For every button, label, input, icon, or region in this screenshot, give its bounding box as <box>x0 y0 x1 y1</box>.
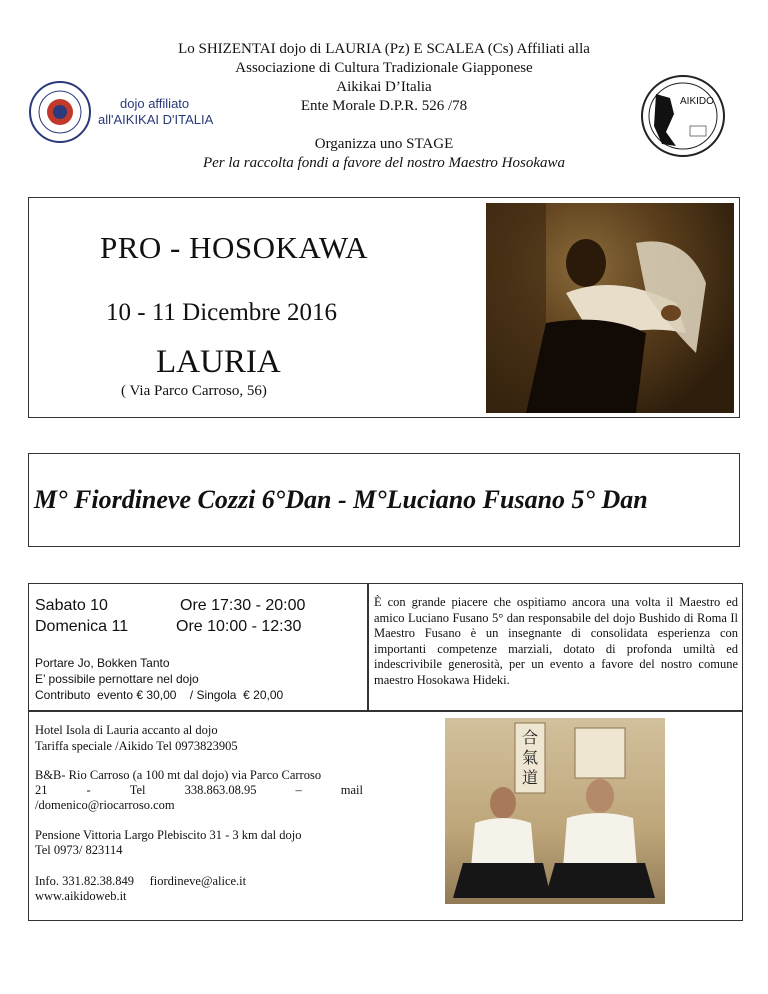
bnb-line-2-part-a: 21 <box>35 783 48 797</box>
header-line-1: Lo SHIZENTAI dojo di LAURIA (Pz) E SCALEA (Cs) Affiliati alla <box>178 41 590 57</box>
calligraphy-scroll-text: 合氣道 <box>521 728 538 787</box>
bnb-line-2-part-b: - <box>86 783 91 797</box>
info-line-1: Info. 331.82.38.849 fiordineve@alice.it <box>35 874 247 888</box>
schedule-day-2: Domenica 11 <box>35 618 129 635</box>
header-line-5: Organizza uno STAGE <box>314 136 454 152</box>
hotel-line-2: Tariffa speciale /Aikido Tel 0973823905 <box>35 739 238 753</box>
schedule-bring: Portare Jo, Bokken Tanto <box>35 656 170 670</box>
header-line-6: Per la raccolta fondi a favore del nostro Maestro Hosokawa <box>202 155 566 171</box>
bnb-line-2-part-d: 338.863.08.95 <box>184 783 257 797</box>
event-address: ( Via Parco Carroso, 56) <box>121 383 267 399</box>
header-line-3: Aikikai D’Italia <box>336 79 432 95</box>
event-title: PRO - HOSOKAWA <box>100 230 369 265</box>
info-website: www.aikidoweb.it <box>35 889 127 903</box>
bnb-line-2-part-c: Tel <box>129 783 146 797</box>
logo-text-line-1: dojo affiliato <box>120 96 190 111</box>
hotel-line-1: Hotel Isola di Lauria accanto al dojo <box>35 723 218 737</box>
bnb-line-2-part-f: mail <box>340 783 363 797</box>
aikido-club-logo <box>640 74 726 158</box>
pension-line-2: Tel 0973/ 823114 <box>35 843 123 857</box>
header-line-4: Ente Morale D.P.R. 526 /78 <box>300 98 468 114</box>
bnb-line-2 <box>35 783 363 798</box>
bnb-email: /domenico@riocarroso.com <box>35 798 175 812</box>
aikido-logo-text: AIKIDO <box>680 96 714 107</box>
pension-line-1: Pensione Vittoria Largo Plebiscito 31 - 3 km dal dojo <box>35 828 302 842</box>
schedule-fee: Contributo evento € 30,00 / Singola € 20,00 <box>35 688 284 702</box>
schedule-stay: E’ possibile pernottare nel dojo <box>35 672 199 686</box>
schedule-time-2: Ore 10:00 - 12:30 <box>176 618 302 635</box>
aikido-technique-photo <box>486 203 734 413</box>
event-dates: 10 - 11 Dicembre 2016 <box>106 299 337 326</box>
event-city: LAURIA <box>156 344 281 380</box>
bnb-line-1: B&B- Rio Carroso (a 100 mt dal dojo) via Parco Carroso <box>35 768 322 782</box>
masters-names: M° Fiordineve Cozzi 6°Dan - M°Luciano Fusano 5° Dan <box>34 485 648 514</box>
schedule-time-1: Ore 17:30 - 20:00 <box>180 597 306 614</box>
masters-photo <box>445 718 665 904</box>
bnb-line-2-part-e: – <box>295 783 302 797</box>
aikido-emblem-icon <box>640 74 726 158</box>
schedule-day-1: Sabato 10 <box>35 597 108 614</box>
description-text: È con grande piacere che ospitiamo ancora una volta il Maestro ed amico Luciano Fusano 5° dan responsabile del dojo Bushido di Roma Il Maestro Fusano è un insegnante di consolidata esperienza con importanti competenze marziali, dotato di profonda umiltà ed indescrivibile generosità, per un evento a favore del nostro comune maestro Hosokawa Hideki. <box>374 595 738 687</box>
logo-text-line-2: all'AIKIKAI D'ITALIA <box>98 112 214 127</box>
aikikai-logo <box>28 80 228 144</box>
header-line-2: Associazione di Cultura Tradizionale Giapponese <box>235 60 533 76</box>
